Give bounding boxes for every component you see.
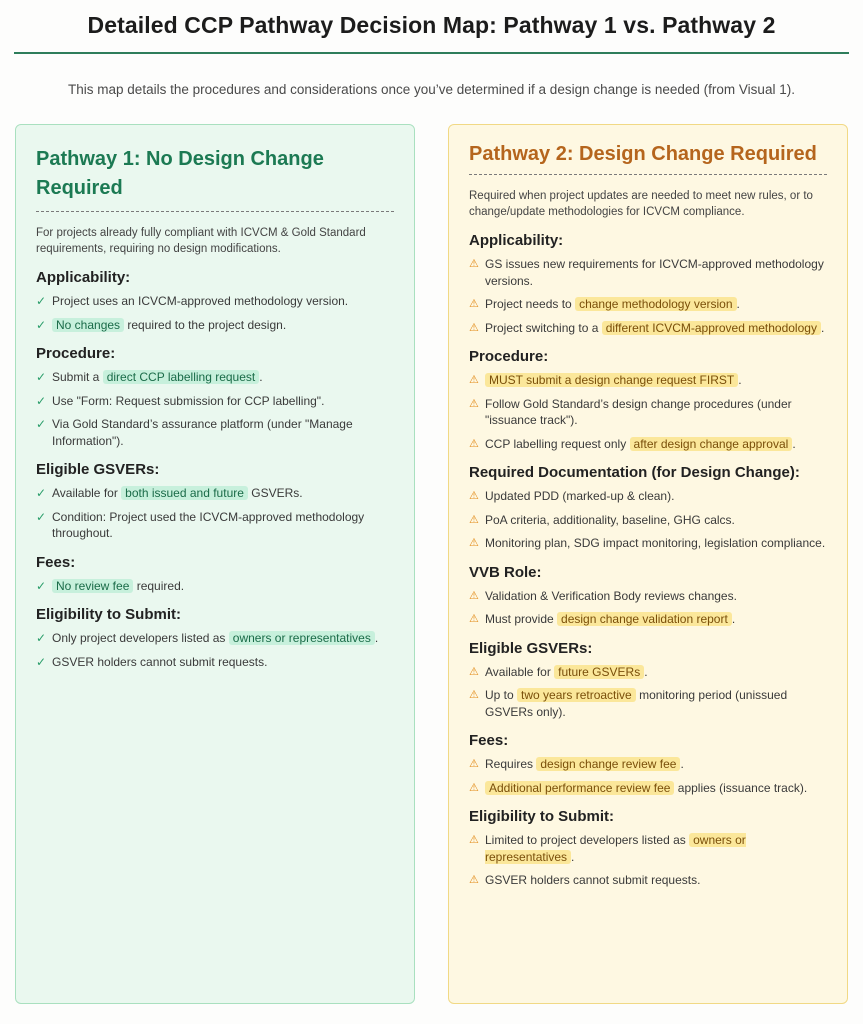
pathway2-section-list [469, 372, 827, 452]
list-item-text [52, 578, 184, 595]
item-text: CCP labelling request only [485, 436, 630, 451]
list-item-text [485, 588, 737, 605]
item-text: Use "Form: Request submission for CCP labelling". [52, 393, 325, 408]
check-icon: ✓ [36, 317, 47, 332]
title-divider [14, 52, 849, 54]
list-item [469, 512, 827, 529]
pathway1-section-heading: Eligibility to Submit: [36, 606, 181, 623]
warning-icon: ⚠ [469, 437, 479, 450]
pathway2-description: Required when project updates are needed to meet new rules, or to change/update methodologies for ICVCM compliance. [469, 190, 813, 218]
highlighted-term: both issued and future [121, 486, 248, 500]
pathway1-section-heading: Fees: [36, 553, 76, 571]
list-item-text [485, 611, 735, 628]
pathway1-section-list [36, 369, 394, 449]
pathway2-section-list [469, 488, 827, 552]
list-item [469, 588, 827, 605]
warning-icon: ⚠ [469, 665, 479, 678]
pathway2-section-list [469, 256, 827, 336]
pathway1-section-list [36, 293, 394, 333]
warning-icon: ⚠ [469, 490, 479, 502]
list-item [469, 780, 827, 797]
list-item [36, 293, 394, 310]
warning-icon: ⚠ [469, 758, 479, 770]
item-text: . [680, 757, 684, 771]
pathway2-section-heading: Fees: [469, 732, 509, 749]
pathway2-section-list [469, 756, 827, 796]
list-item-text [485, 396, 827, 429]
pathway2-title: Pathway 2: Design Change Required [469, 143, 817, 165]
list-item [36, 416, 394, 449]
pathway2-section-heading: VVB Role: [469, 563, 542, 581]
check-icon: ✓ [36, 370, 47, 384]
item-text: . [820, 320, 825, 335]
list-item [36, 630, 394, 647]
pathway2-section-heading: Applicability: [469, 232, 564, 249]
pathway2-divider [469, 174, 827, 175]
item-text: . [792, 436, 796, 451]
pathway1-divider [36, 211, 394, 212]
pathway2-section-list [469, 832, 827, 889]
item-text: required. [133, 578, 185, 593]
check-icon: ✓ [36, 509, 47, 524]
list-item-text [485, 687, 827, 720]
list-item-text [485, 780, 807, 797]
list-item [36, 509, 394, 542]
item-text: Project needs to [485, 297, 576, 311]
warning-icon: ⚠ [469, 374, 479, 386]
warning-icon: ⚠ [469, 689, 479, 701]
item-text: Limited to project developers listed as [485, 833, 690, 847]
check-icon: ✓ [36, 631, 47, 645]
list-item-text [485, 372, 742, 389]
item-text: Requires [485, 757, 537, 771]
item-text: Project switching to a [485, 320, 602, 335]
check-icon: ✓ [36, 417, 47, 431]
list-item-text [485, 320, 824, 337]
highlighted-term: future GSVERs [554, 665, 644, 679]
item-text: monitoring period (unissued GSVERs only). [485, 688, 788, 719]
highlighted-term: different ICVCM-approved methodology [602, 321, 821, 335]
item-text: . [738, 373, 742, 387]
warning-icon: ⚠ [469, 298, 479, 310]
highlighted-term: direct CCP labelling request [103, 370, 260, 384]
item-text: Only project developers listed as [52, 631, 229, 645]
warning-icon: ⚠ [469, 613, 479, 625]
pathway1-title: Pathway 1: No Design Change Required [36, 148, 324, 199]
warning-icon: ⚠ [469, 397, 479, 410]
pathway1-section-list [36, 578, 394, 595]
list-item [469, 664, 827, 681]
item-text: . [374, 631, 379, 645]
item-text: Validation & Verification Body reviews changes. [485, 588, 737, 603]
warning-icon: ⚠ [469, 513, 479, 526]
list-item-text [485, 436, 796, 453]
item-text: GS issues new requirements for ICVCM-approved methodology versions. [485, 257, 824, 288]
warning-icon: ⚠ [469, 258, 479, 270]
pathway2-sections [469, 232, 827, 889]
list-item-text [485, 756, 684, 773]
item-text: Available for [52, 486, 122, 500]
item-text: Up to [485, 688, 518, 702]
pathway2-section-heading: Eligible GSVERs: [469, 639, 593, 657]
item-text: . [259, 370, 263, 384]
list-item [469, 687, 827, 720]
item-text: Must provide [485, 612, 558, 626]
list-item [469, 256, 827, 289]
list-item-text [485, 256, 827, 289]
item-text: . [571, 849, 575, 864]
list-item [469, 611, 827, 628]
check-icon: ✓ [36, 486, 47, 500]
list-item [36, 654, 394, 671]
list-item-text [52, 509, 394, 542]
highlighted-term: owners or representatives [485, 833, 746, 864]
pathway2-section-list [469, 664, 827, 721]
pathway2-section-heading: Required Documentation (for Design Change): [469, 464, 800, 481]
warning-icon: ⚠ [469, 321, 479, 334]
warning-icon: ⚠ [469, 834, 479, 846]
item-text: . [644, 664, 648, 679]
item-text: required to the project design. [124, 317, 287, 332]
intro-text: This map details the procedures and considerations once you’ve determined if a design change is needed (from Visual 1). [68, 82, 795, 97]
pathway2-section-heading: Procedure: [469, 348, 549, 365]
highlighted-term: owners or representatives [229, 631, 375, 645]
pathway2-section-heading: Eligibility to Submit: [469, 808, 614, 825]
warning-icon: ⚠ [469, 589, 479, 602]
highlighted-term: design change review fee [536, 757, 680, 771]
warning-icon: ⚠ [469, 781, 479, 794]
list-item [469, 320, 827, 337]
list-item [469, 436, 827, 453]
item-text: Updated PDD (marked-up & clean). [485, 489, 675, 503]
list-item [36, 485, 394, 502]
check-icon: ✓ [36, 393, 47, 408]
highlighted-term: Additional performance review fee [485, 781, 674, 795]
check-icon: ✓ [36, 654, 47, 669]
list-item-text [485, 664, 648, 681]
item-text: . [736, 297, 740, 311]
item-text: Submit a [52, 370, 103, 384]
item-text: Follow Gold Standard’s design change procedures (under "issuance track"). [485, 396, 792, 427]
list-item [469, 372, 827, 389]
highlighted-term: MUST submit a design change request FIRST [485, 373, 738, 387]
item-text: GSVER holders cannot submit requests. [52, 654, 268, 669]
highlighted-term: after design change approval [630, 437, 793, 451]
list-item [469, 872, 827, 889]
item-text: GSVER holders cannot submit requests. [485, 873, 701, 887]
item-text: Condition: Project used the ICVCM-approved methodology throughout. [52, 509, 365, 540]
highlighted-term: change methodology version [575, 297, 736, 311]
highlighted-term: No changes [52, 318, 124, 332]
item-text: Project uses an ICVCM-approved methodology version. [52, 294, 349, 308]
list-item [469, 832, 827, 865]
list-item-text [52, 393, 324, 410]
list-item-text [485, 296, 740, 313]
pathway1-section-list [36, 630, 394, 670]
warning-icon: ⚠ [469, 874, 479, 886]
pathway2-card [448, 124, 848, 1004]
list-item [469, 756, 827, 773]
list-item-text [52, 630, 378, 647]
item-text: . [731, 612, 736, 626]
list-item-text [485, 535, 825, 552]
list-item-text [52, 293, 348, 310]
item-text: PoA criteria, additionality, baseline, GHG calcs. [485, 512, 735, 527]
list-item-text [485, 488, 674, 505]
list-item-text [52, 654, 267, 671]
list-item [36, 369, 394, 386]
list-item-text [52, 485, 303, 502]
list-item [469, 396, 827, 429]
pathway1-sections [36, 269, 394, 670]
page-title: Detailed CCP Pathway Decision Map: Pathway 1 vs. Pathway 2 [87, 12, 776, 38]
check-icon: ✓ [36, 578, 47, 593]
list-item [469, 535, 827, 552]
list-item [469, 296, 827, 313]
highlighted-term: two years retroactive [517, 688, 636, 702]
pathway1-card [15, 124, 415, 1004]
list-item-text [52, 317, 286, 334]
pathway1-section-heading: Eligible GSVERs: [36, 461, 160, 478]
list-item [36, 317, 394, 334]
list-item [36, 578, 394, 595]
pathway1-section-heading: Procedure: [36, 345, 116, 362]
list-item [36, 393, 394, 410]
list-item-text [52, 369, 263, 386]
check-icon: ✓ [36, 294, 47, 308]
item-text: Available for [485, 664, 555, 679]
highlighted-term: No review fee [52, 579, 133, 593]
pathway1-section-heading: Applicability: [36, 269, 131, 286]
item-text: applies (issuance track). [674, 780, 808, 795]
pathway1-description: For projects already fully compliant with ICVCM & Gold Standard requirements, requiring no design modifications. [36, 227, 366, 255]
list-item-text [52, 416, 394, 449]
item-text: GSVERs. [247, 486, 303, 500]
list-item-text [485, 832, 827, 865]
pathway1-section-list [36, 485, 394, 542]
list-item-text [485, 512, 735, 529]
warning-icon: ⚠ [469, 537, 479, 549]
highlighted-term: design change validation report [557, 612, 732, 626]
item-text: Via Gold Standard’s assurance platform (under "Manage Information"). [52, 417, 353, 448]
list-item [469, 488, 827, 505]
item-text: Monitoring plan, SDG impact monitoring, legislation compliance. [485, 536, 826, 550]
pathway2-section-list [469, 588, 827, 628]
list-item-text [485, 872, 700, 889]
